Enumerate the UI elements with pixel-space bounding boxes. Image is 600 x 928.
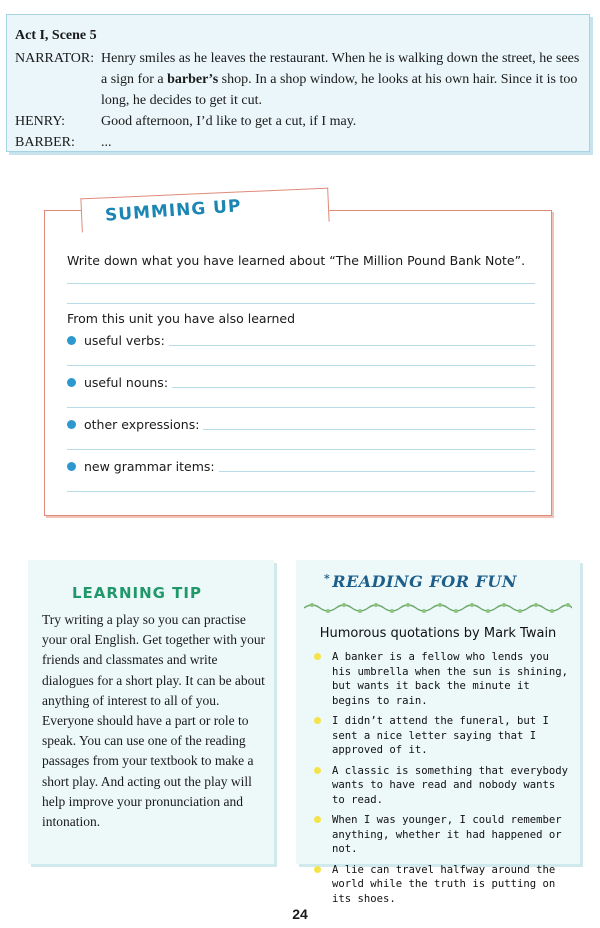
quote-text: When I was younger, I could remember anything, whether it had happened or not.: [332, 814, 562, 855]
bullet-icon: [314, 816, 321, 823]
summary-item: [67, 459, 535, 474]
vine-divider-icon: [304, 602, 572, 614]
answer-line[interactable]: [219, 461, 535, 472]
learning-tip-text: Try writing a play so you can practise your oral English. Get together with your friends and classmates and write dialogues for a short play. It can be about anything of interest to all of you. Everyone should have a part or role to speak. You can use one of the reading passages from your textbook to make a short play. And acting out the play will help improve your pronunciation and intonation.: [42, 612, 266, 830]
bullet-icon: [314, 767, 321, 774]
henry-speech: Good afternoon, I’d like to get a cut, if I may.: [101, 114, 357, 129]
answer-line[interactable]: [169, 335, 535, 346]
speech-bold-word: barber’s: [167, 72, 219, 87]
summary-item: [67, 375, 535, 390]
quote-item: [312, 764, 574, 808]
summary-item-label: useful nouns:: [84, 375, 169, 390]
summary-item: [67, 417, 535, 432]
speaker-label: BARBER:: [15, 135, 75, 150]
asterisk-mark: *: [324, 572, 331, 585]
quote-item: [312, 714, 574, 758]
barber-speech: ...: [101, 135, 112, 150]
reading-for-fun-box: [296, 560, 580, 905]
dialogue-line-narrator: [15, 48, 581, 111]
quote-item: [312, 813, 574, 857]
speech-text: Henry smiles as he leaves the restaurant. When he is walking down the street, he sees a sign for a: [101, 51, 580, 87]
summary-item: [67, 333, 535, 348]
dialogue-line-henry: [15, 111, 581, 132]
bullet-icon: [67, 462, 76, 471]
summing-up-box: [44, 196, 552, 516]
quote-text: A classic is something that everybody wants to have read and nobody wants to read.: [332, 764, 568, 806]
learning-tip-title: LEARNING TIP: [72, 584, 202, 602]
bullet-icon: [314, 653, 321, 660]
answer-line[interactable]: [172, 377, 535, 388]
answer-line[interactable]: [67, 303, 535, 304]
quote-item: [312, 650, 574, 708]
quote-text: A banker is a fellow who lends you his umbrella when the sun is shining, but wants it back the minute it begins to rain.: [332, 651, 568, 707]
summary-item-label: other expressions:: [84, 417, 200, 432]
quote-list: [312, 650, 574, 912]
quote-item: [312, 863, 574, 907]
speaker-label: NARRATOR:: [15, 51, 95, 66]
summing-up-title: SUMMING UP: [104, 196, 243, 226]
summary-item-label: new grammar items:: [84, 459, 215, 474]
quote-text: I didn’t attend the funeral, but I sent a nice letter saying that I approved of it.: [332, 715, 549, 756]
bullet-icon: [67, 336, 76, 345]
dialogue-line-barber: [15, 132, 581, 153]
narrator-speech: [101, 48, 581, 111]
learning-tip-box: [28, 560, 274, 864]
summing-up-prompt: Write down what you have learned about “The Million Pound Bank Note”.: [67, 253, 526, 268]
scene-title: Act I, Scene 5: [15, 28, 97, 43]
speech-text: shop. In a shop window, he looks at his own hair. Since it is too long, he decides to get it cut.: [101, 72, 578, 108]
scene-box: [6, 14, 590, 152]
answer-line[interactable]: [67, 283, 535, 284]
page-number: 24: [292, 906, 308, 922]
answer-line[interactable]: [67, 407, 535, 408]
quote-text: A lie can travel halfway around the world while the truth is putting on its shoes.: [332, 863, 556, 905]
summary-item-label: useful verbs:: [84, 333, 165, 348]
bullet-icon: [67, 420, 76, 429]
answer-line[interactable]: [67, 449, 535, 450]
speaker-label: HENRY:: [15, 114, 66, 129]
bullet-icon: [314, 866, 321, 873]
answer-line[interactable]: [67, 365, 535, 366]
reading-for-fun-subtitle: Humorous quotations by Mark Twain: [319, 626, 557, 641]
reading-for-fun-title-text: READING FOR FUN: [332, 572, 517, 591]
answer-line[interactable]: [67, 491, 535, 492]
bullet-icon: [314, 717, 321, 724]
reading-for-fun-title: [324, 572, 517, 591]
bullet-icon: [67, 378, 76, 387]
summing-up-subheading: From this unit you have also learned: [67, 311, 296, 326]
answer-line[interactable]: [203, 419, 535, 430]
